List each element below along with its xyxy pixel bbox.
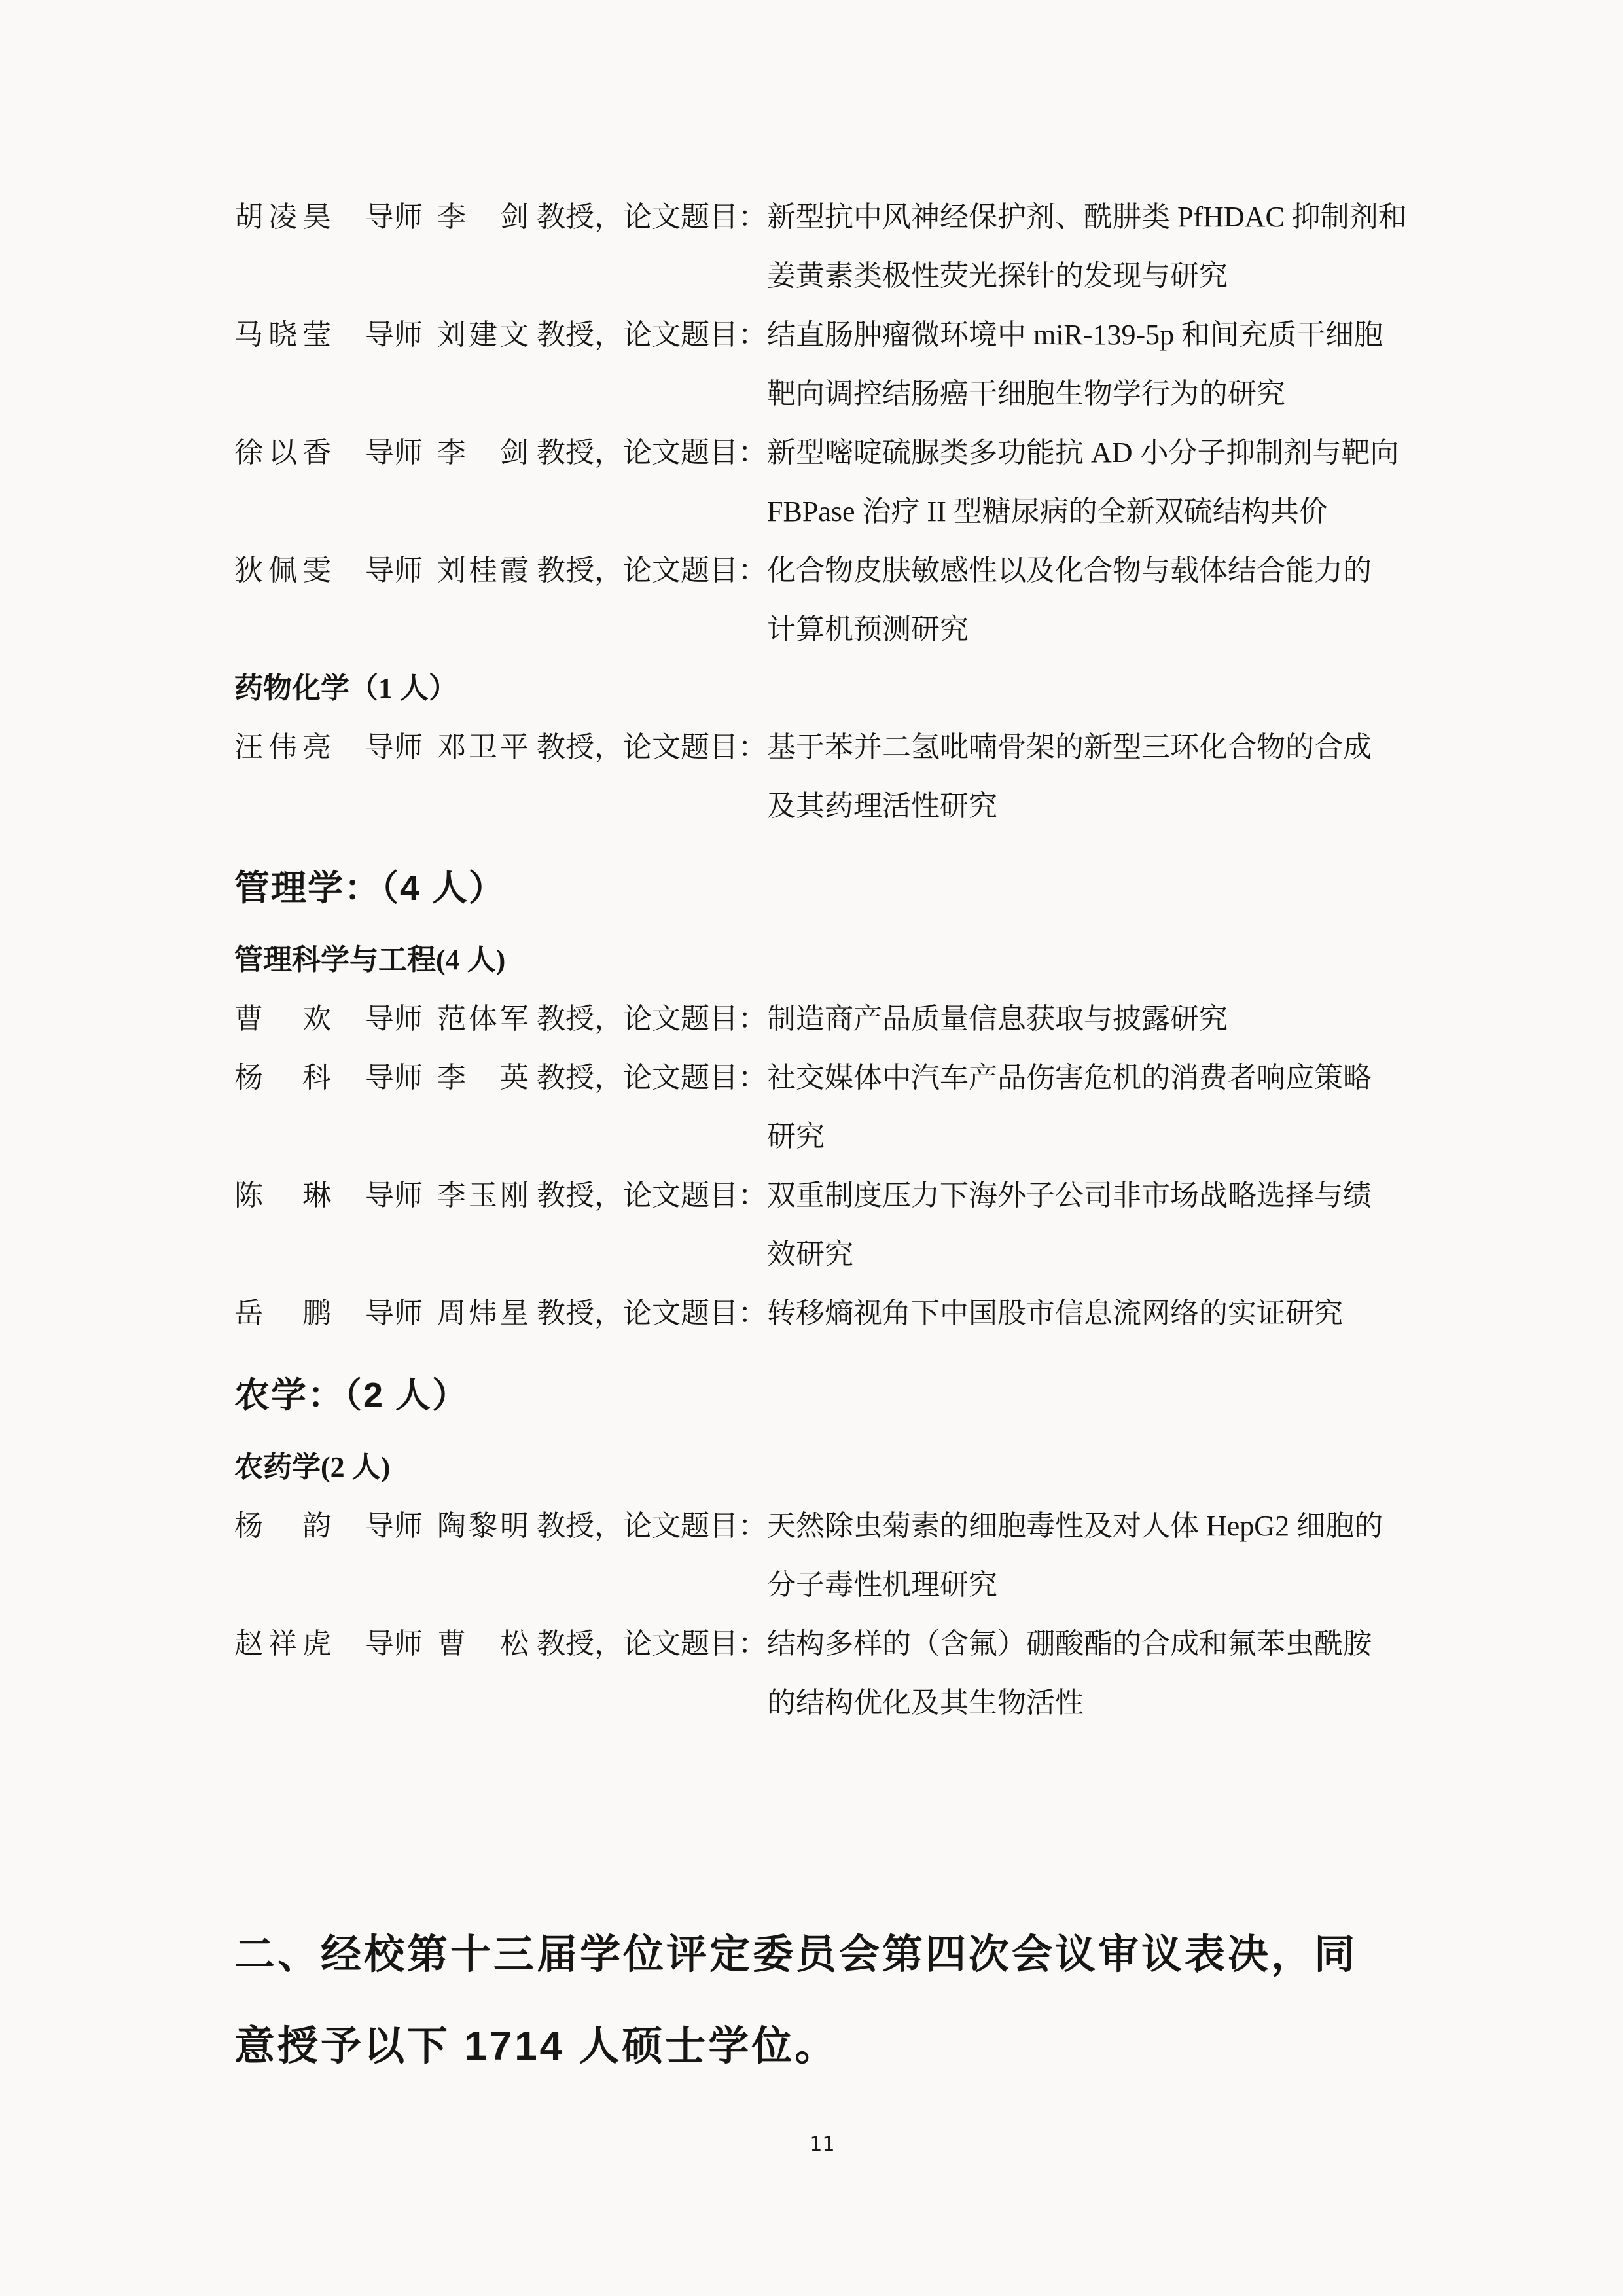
thesis-title-line: 结构多样的（含氟）硼酸酯的合成和氟苯虫酰胺 [767, 1628, 1372, 1660]
thesis-title [767, 423, 1410, 541]
thesis-title [767, 1615, 1410, 1732]
section-subheading-pesticide-science: 农药学(2 人) [234, 1451, 391, 1483]
role-title-label: 教授，论文题目： [537, 319, 767, 351]
resolution-statement-line: 二、经校第十三届学位评定委员会第四次会议审议表决，同 [234, 1932, 1358, 1977]
thesis-title [767, 1049, 1410, 1166]
advisor-name: 李英 [437, 1062, 529, 1094]
degree-entry [234, 1049, 1410, 1166]
section-heading-agronomy: 农学：（2 人） [234, 1376, 469, 1415]
thesis-title-line: 及其药理活性研究 [767, 790, 997, 822]
resolution-statement [234, 1909, 1410, 2092]
thesis-title [767, 1497, 1410, 1615]
student-name: 赵祥虎 [234, 1628, 331, 1660]
advisor-name: 李剑 [437, 201, 529, 233]
student-name: 汪伟亮 [234, 731, 331, 763]
degree-entry [234, 306, 1410, 423]
thesis-title-line: 效研究 [767, 1238, 853, 1270]
advisor-name: 李剑 [437, 437, 529, 469]
thesis-title-line: 计算机预测研究 [767, 613, 969, 645]
supervisor-label: 导师 [365, 554, 423, 586]
section-subheading-pharmaceutical-chemistry: 药物化学（1 人） [234, 672, 457, 704]
student-name: 曹欢 [234, 1003, 331, 1035]
thesis-title [767, 541, 1410, 659]
advisor-name: 范体军 [437, 1003, 529, 1035]
degree-entry [234, 423, 1410, 541]
supervisor-label: 导师 [365, 319, 423, 351]
student-name: 胡凌昊 [234, 201, 331, 233]
thesis-title-line: 转移熵视角下中国股市信息流网络的实证研究 [767, 1297, 1343, 1329]
thesis-title-line: 姜黄素类极性荧光探针的发现与研究 [767, 260, 1228, 292]
thesis-title [767, 188, 1410, 306]
thesis-title-line: 分子毒性机理研究 [767, 1569, 997, 1601]
thesis-title-line: 新型抗中风神经保护剂、酰肼类 PfHDAC 抑制剂和 [767, 201, 1407, 233]
thesis-title-line: 天然除虫菊素的细胞毒性及对人体 HepG2 细胞的 [767, 1510, 1383, 1542]
student-name: 马晓莹 [234, 319, 331, 351]
thesis-title [767, 306, 1410, 423]
advisor-name: 曹松 [437, 1628, 529, 1660]
student-name: 杨科 [234, 1062, 331, 1094]
thesis-title-line: 双重制度压力下海外子公司非市场战略选择与绩 [767, 1179, 1372, 1211]
thesis-title [767, 718, 1410, 836]
role-title-label: 教授，论文题目： [537, 554, 767, 586]
thesis-title-line: 基于苯并二氢吡喃骨架的新型三环化合物的合成 [767, 731, 1372, 763]
role-title-label: 教授，论文题目： [537, 731, 767, 763]
role-title-label: 教授，论文题目： [537, 1297, 767, 1329]
thesis-title [767, 1284, 1410, 1343]
advisor-name: 刘桂霞 [437, 554, 529, 586]
supervisor-label: 导师 [365, 1062, 423, 1094]
thesis-title-line: 的结构优化及其生物活性 [767, 1687, 1084, 1719]
degree-entry [234, 990, 1410, 1049]
supervisor-label: 导师 [365, 1510, 423, 1542]
advisor-name: 刘建文 [437, 319, 529, 351]
thesis-title-line: 结直肠肿瘤微环境中 miR-139-5p 和间充质干细胞 [767, 319, 1383, 351]
supervisor-label: 导师 [365, 1179, 423, 1211]
thesis-title [767, 990, 1410, 1049]
degree-entry [234, 541, 1410, 659]
supervisor-label: 导师 [365, 731, 423, 763]
advisor-name: 邓卫平 [437, 731, 529, 763]
student-name: 陈琳 [234, 1179, 331, 1211]
student-name: 徐以香 [234, 437, 331, 469]
section-heading-management: 管理学：（4 人） [234, 869, 506, 908]
resolution-statement-line: 意授予以下 1714 人硕士学位。 [234, 2024, 838, 2069]
page-number: 11 [810, 2133, 835, 2156]
role-title-label: 教授，论文题目： [537, 437, 767, 469]
thesis-title-line: 靶向调控结肠癌干细胞生物学行为的研究 [767, 378, 1285, 410]
degree-entry [234, 188, 1410, 306]
thesis-title-line: 研究 [767, 1121, 825, 1153]
advisor-name: 陶黎明 [437, 1510, 529, 1542]
supervisor-label: 导师 [365, 1297, 423, 1329]
advisor-name: 周炜星 [437, 1297, 529, 1329]
supervisor-label: 导师 [365, 437, 423, 469]
section-subheading-management-science: 管理科学与工程(4 人) [234, 944, 506, 976]
thesis-title [767, 1166, 1410, 1284]
thesis-title-line: 化合物皮肤敏感性以及化合物与载体结合能力的 [767, 554, 1372, 586]
role-title-label: 教授，论文题目： [537, 1510, 767, 1542]
thesis-title-line: FBPase 治疗 II 型糖尿病的全新双硫结构共价 [767, 495, 1328, 528]
degree-entry [234, 1615, 1410, 1732]
role-title-label: 教授，论文题目： [537, 1003, 767, 1035]
supervisor-label: 导师 [365, 1003, 423, 1035]
degree-entry [234, 1166, 1410, 1284]
student-name: 狄佩雯 [234, 554, 331, 586]
student-name: 杨韵 [234, 1510, 331, 1542]
student-name: 岳鹏 [234, 1297, 331, 1329]
degree-entry [234, 718, 1410, 836]
degree-entry [234, 1284, 1410, 1343]
thesis-title-line: 制造商产品质量信息获取与披露研究 [767, 1003, 1228, 1035]
role-title-label: 教授，论文题目： [537, 201, 767, 233]
thesis-title-line: 新型嘧啶硫脲类多功能抗 AD 小分子抑制剂与靶向 [767, 437, 1399, 469]
role-title-label: 教授，论文题目： [537, 1628, 767, 1660]
role-title-label: 教授，论文题目： [537, 1062, 767, 1094]
degree-entry [234, 1497, 1410, 1615]
thesis-title-line: 社交媒体中汽车产品伤害危机的消费者响应策略 [767, 1062, 1372, 1094]
supervisor-label: 导师 [365, 1628, 423, 1660]
role-title-label: 教授，论文题目： [537, 1179, 767, 1211]
advisor-name: 李玉刚 [437, 1179, 529, 1211]
supervisor-label: 导师 [365, 201, 423, 233]
